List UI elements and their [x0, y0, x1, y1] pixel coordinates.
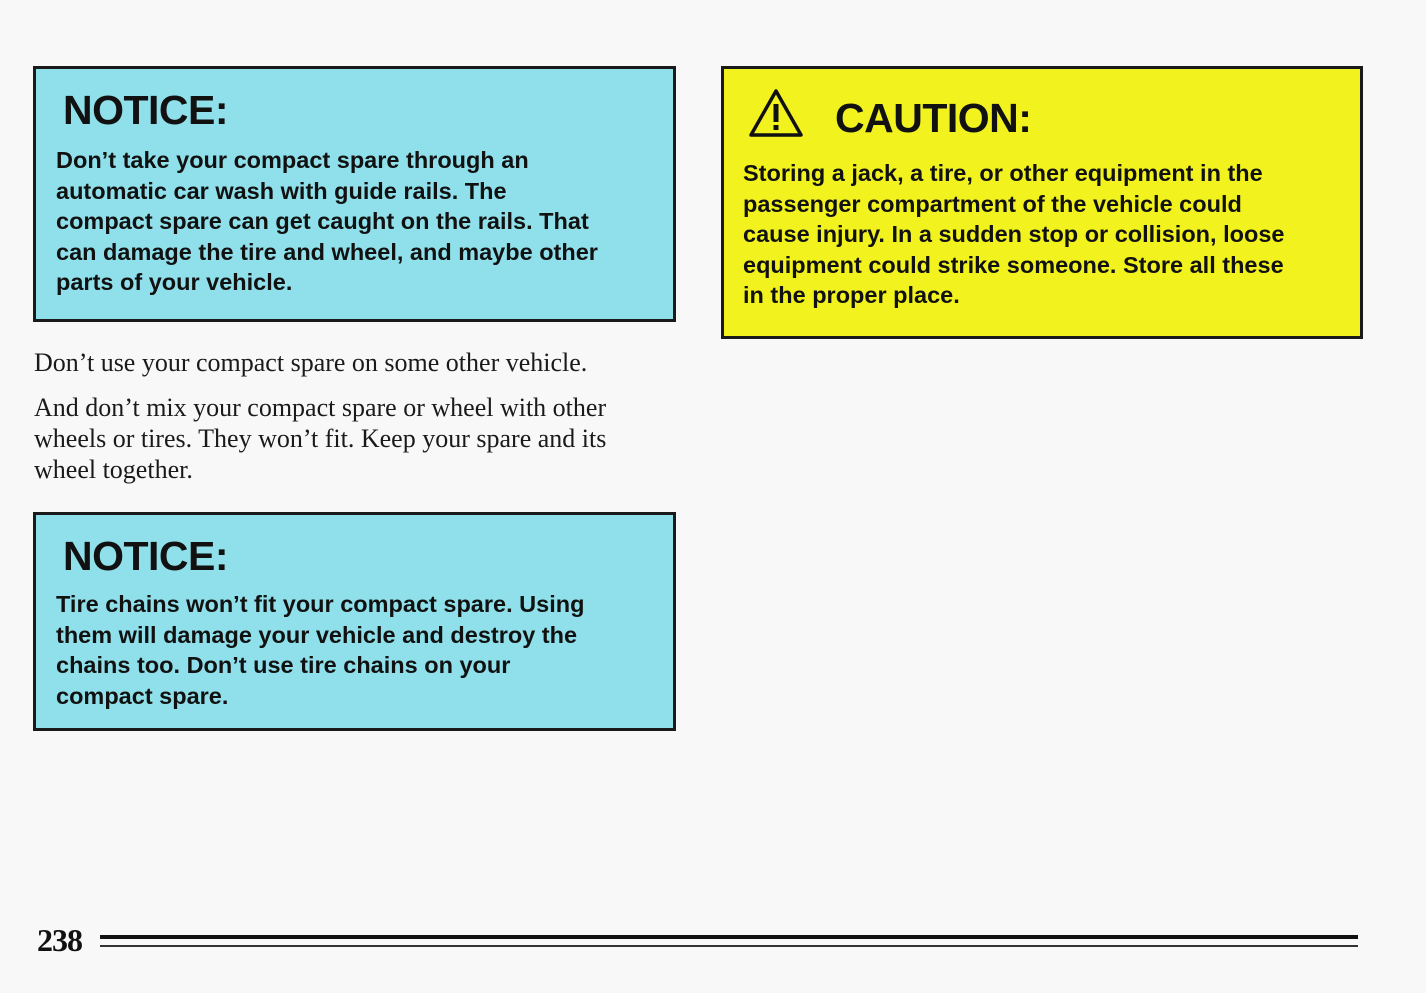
warning-triangle-icon — [748, 88, 804, 138]
paragraph-other-vehicle: Don’t use your compact spare on some other vehicle. — [34, 348, 588, 377]
notice-box-tire-chains — [33, 512, 676, 731]
notice-title: NOTICE: — [63, 87, 229, 133]
footer-rule-thick — [100, 935, 1358, 939]
paragraph-mix-wheels: And don’t mix your compact spare or wheel with other wheels or tires. They won’t fit. Keep your spare and its wheel together. — [34, 393, 607, 484]
notice-title: NOTICE: — [63, 533, 229, 579]
notice-box-car-wash — [33, 66, 676, 322]
notice-body: Tire chains won’t fit your compact spare. Using them will damage your vehicle and destroy the chains too. Don’t use tire chains on your compact spare. — [56, 591, 585, 709]
caution-box — [721, 66, 1363, 339]
page-number: 238 — [37, 922, 82, 958]
caution-body: Storing a jack, a tire, or other equipment in the passenger compartment of the vehicle could cause injury. In a sudden stop or collision, loose equipment could strike someone. Store all these in the proper place. — [743, 160, 1285, 309]
footer-rule-thin — [100, 945, 1358, 947]
notice-body: Don’t take your compact spare through an automatic car wash with guide rails. The compact spare can get caught on the rails. That can damage the tire and wheel, and maybe other parts of your vehicle. — [56, 147, 598, 296]
caution-title: CAUTION: — [835, 95, 1032, 141]
